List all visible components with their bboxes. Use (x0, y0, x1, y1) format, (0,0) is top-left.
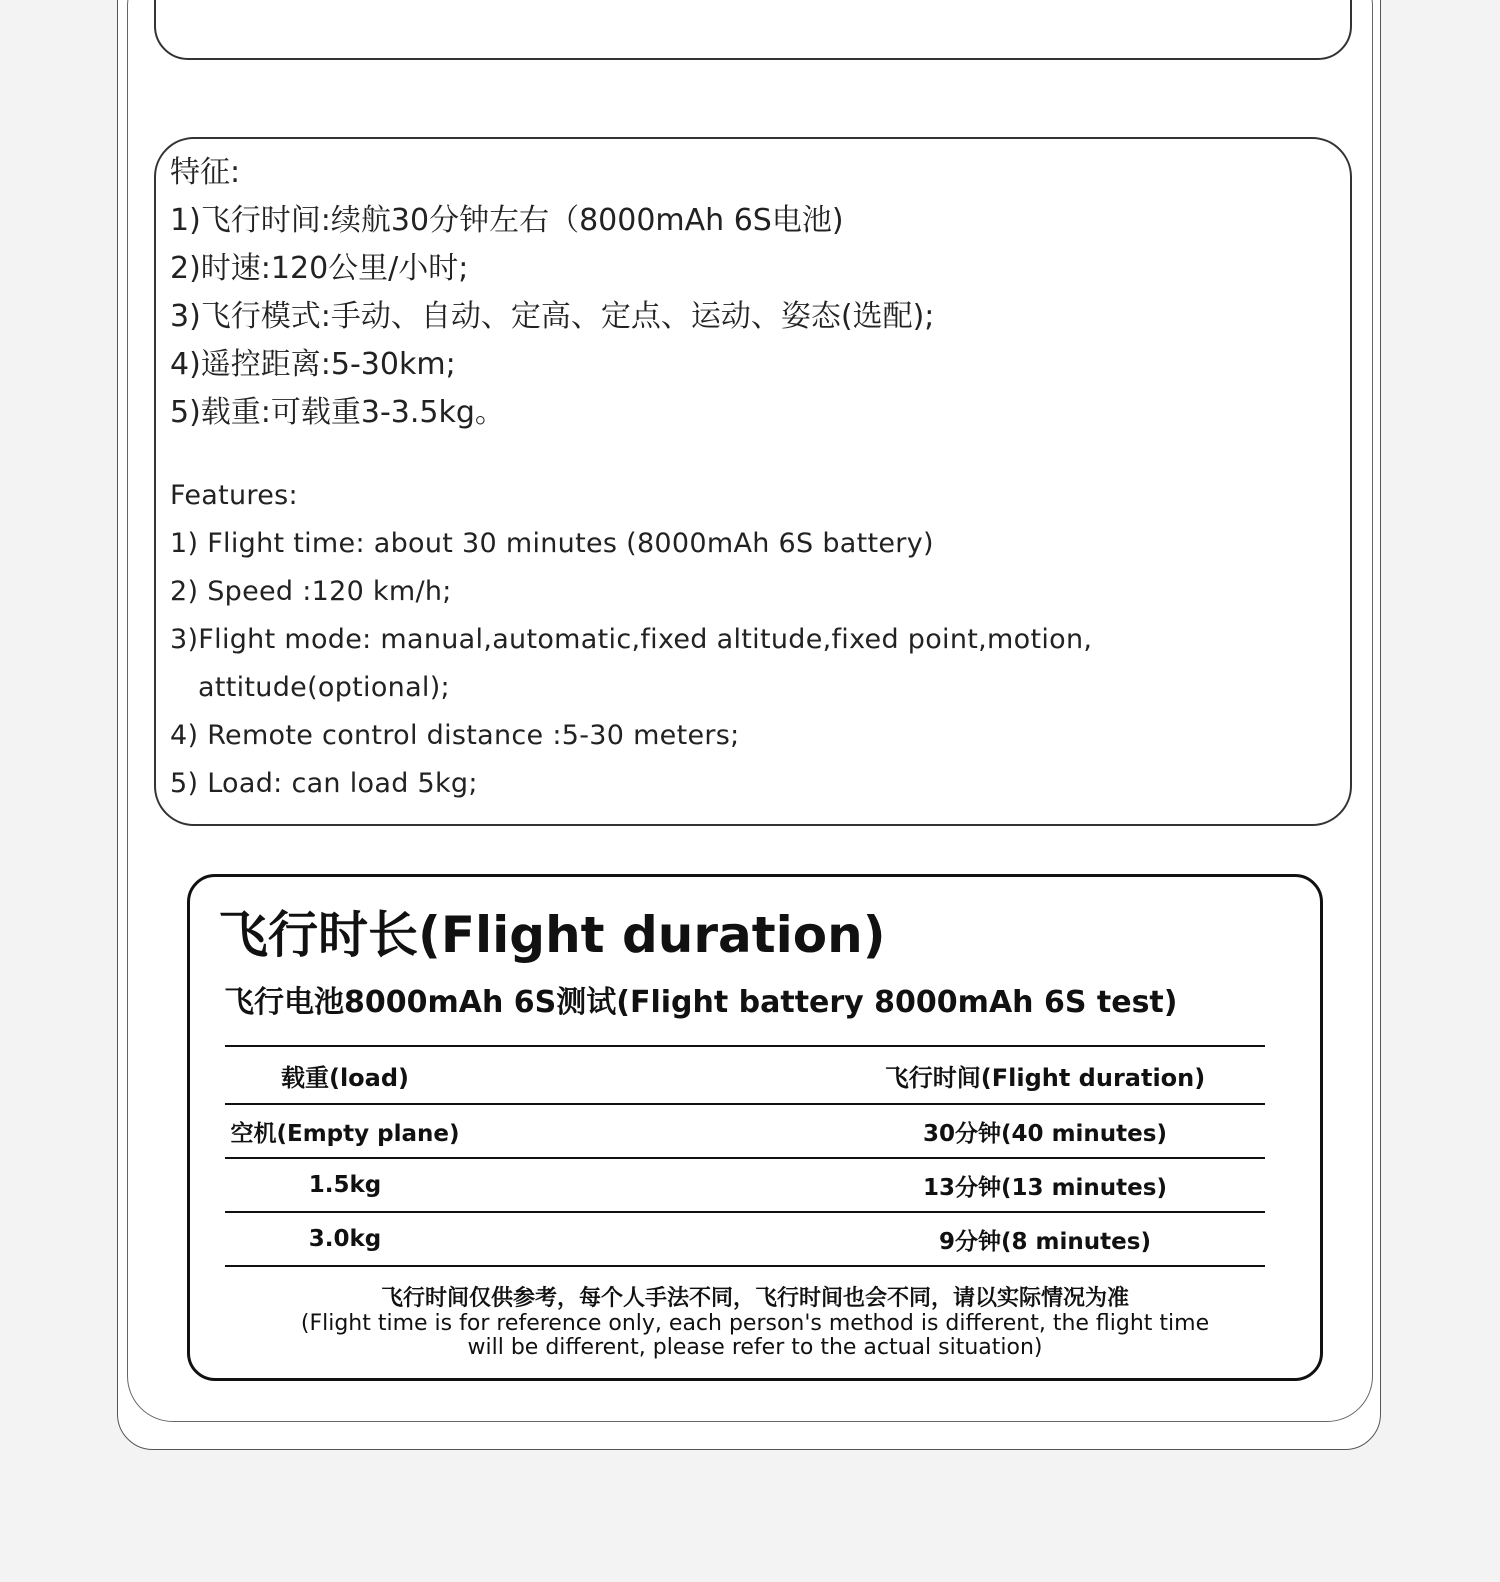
features-en-item: attitude(optional); (198, 672, 450, 703)
table-cell-duration: 9分钟(8 minutes) (939, 1228, 1151, 1255)
features-en (170, 472, 1092, 808)
table-cell-duration: 30分钟(40 minutes) (923, 1120, 1167, 1147)
flight-duration-table (225, 1045, 1265, 1267)
features-en-item: 4) Remote control distance :5-30 meters; (170, 720, 740, 751)
features-cn (170, 149, 934, 437)
top-panel (154, 0, 1352, 60)
flight-duration-title: 飞行时长(Flight duration) (218, 906, 886, 964)
table-cell-load: 3.0kg (308, 1226, 382, 1252)
table-header-row (225, 1047, 1265, 1105)
table-row (225, 1159, 1265, 1213)
table-cell-duration: 13分钟(13 minutes) (923, 1174, 1167, 1201)
features-cn-item: 1)飞行时间:续航30分钟左右（8000mAh 6S电池) (170, 203, 844, 238)
column-header-duration: 飞行时间(Flight duration) (884, 1063, 1206, 1092)
note-cn: 飞行时间仅供参考，每个人手法不同，飞行时间也会不同，请以实际情况为准 (380, 1286, 1129, 1311)
features-cn-item: 3)飞行模式:手动、自动、定高、定点、运动、姿态(选配); (170, 299, 935, 334)
features-en-item: 2) Speed :120 km/h; (170, 576, 452, 607)
features-cn-heading: 特征: (170, 155, 241, 190)
features-panel (154, 137, 1352, 826)
features-en-heading: Features: (170, 480, 298, 511)
table-cell-load: 空机(Empty plane) (230, 1120, 460, 1147)
note-en-line2: will be different, please refer to the actual situation) (467, 1335, 1043, 1360)
table-row (225, 1213, 1265, 1267)
flight-duration-note (190, 1285, 1320, 1360)
features-cn-item: 4)遥控距离:5-30km; (170, 347, 456, 382)
features-en-item: 5) Load: can load 5kg; (170, 768, 478, 799)
column-header-load: 载重(load) (280, 1063, 410, 1092)
note-en-line1: (Flight time is for reference only, each person's method is different, the flight time (300, 1311, 1210, 1336)
features-en-item: 3)Flight mode: manual,automatic,fixed altitude,fixed point,motion, (170, 624, 1093, 655)
table-cell-load: 1.5kg (308, 1172, 382, 1198)
features-cn-item: 5)载重:可载重3-3.5kg。 (170, 395, 505, 430)
table-row (225, 1105, 1265, 1159)
flight-duration-panel (187, 874, 1323, 1381)
flight-duration-subtitle: 飞行电池8000mAh 6S测试(Flight battery 8000mAh 6S test) (224, 985, 1178, 1020)
features-en-item: 1) Flight time: about 30 minutes (8000mAh 6S battery) (170, 528, 934, 559)
features-cn-item: 2)时速:120公里/小时; (170, 251, 469, 286)
